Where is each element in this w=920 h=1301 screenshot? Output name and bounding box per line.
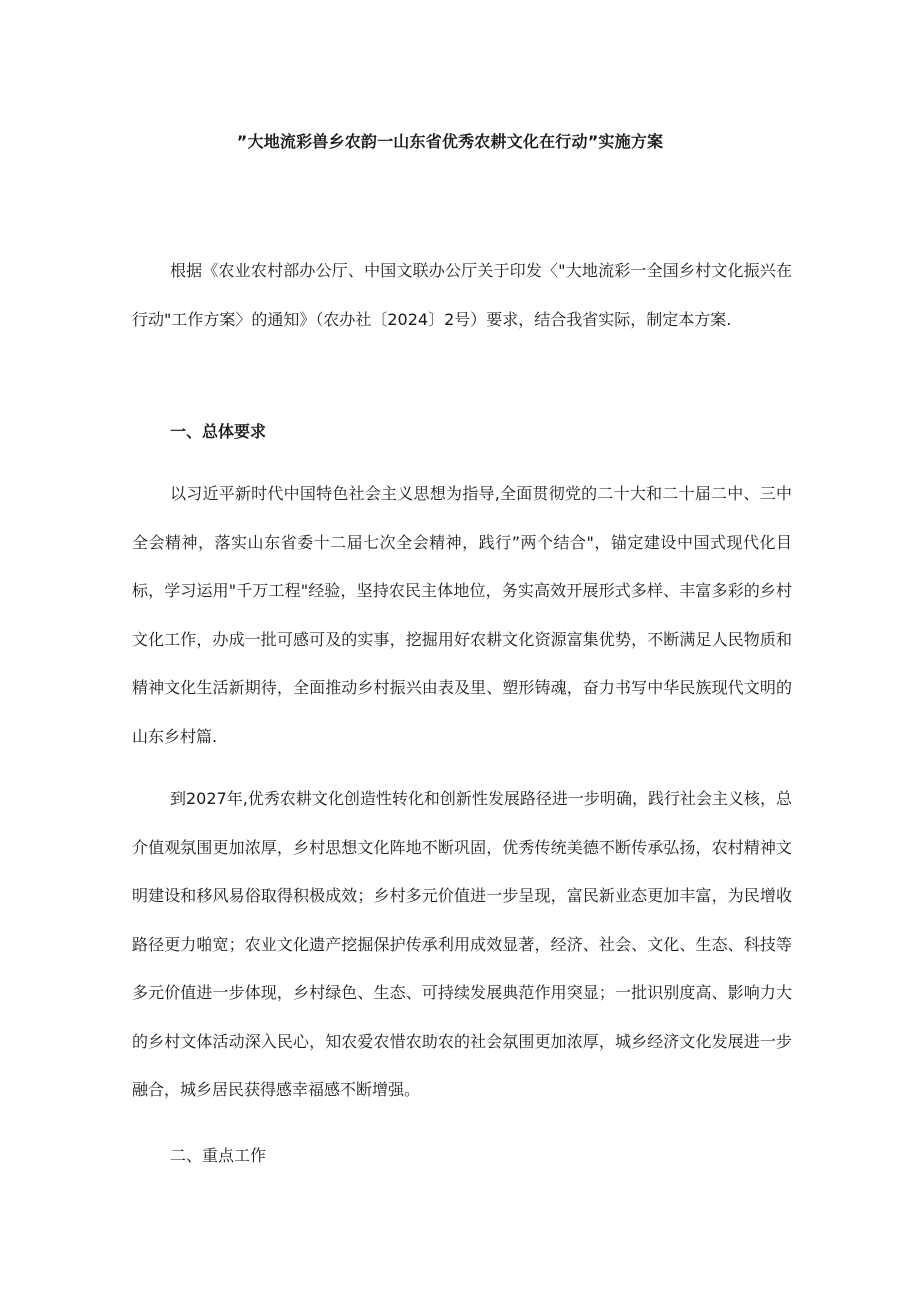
document-title: ”大地流彩兽乡农韵一山东省优秀农耕文化在行动”实施方案 <box>236 132 664 151</box>
section-heading-general-requirements: 一、总体要求 <box>170 422 267 441</box>
guiding-ideology-paragraph: 以习近平新时代中国特色社会主义思想为指导,全面贯彻党的二十大和二十届二中、三中全会精神，落实山东省委十二届七次全会精神，践行”两个结合"，锚定建设中国式现代化目标，学习运用"千万工程"经验，坚持农民主体地位，务实高效开展形式多样、丰富多彩的乡村文化工作，办成一批可感可及的实事，挖掘用好农耕文化资源富集优势，不断满足人民物质和精神文化生活新期待，全面推动乡村振兴由表及里、塑形铸魂，奋力书写中华民族现代文明的山东乡村篇. <box>132 484 792 746</box>
goals-2027-paragraph: 到2027年,优秀农耕文化创造性转化和创新性发展路径进一步明确，践行社会主义核，总介值观氛围更加浓厚，乡村思想文化阵地不断巩固，优秀传统美德不断传承弘扬，农村精神文明建设和移风易俗取得积极成效；乡村多元价值进一步呈现，富民新业态更加丰富，为民增收路径更力啪宽；农业文化遗产挖掘保护传承利用成效显著，经济、社会、文化、生态、科技等多元价值进一步体现，乡村绿色、生态、可持续发展典范作用突显；一批识别度高、影响力大的乡村文体活动深入民心，知农爱农惜农助农的社会氛围更加浓厚，城乡经济文化发展进一步融合，城乡居民获得感幸福感不断增强。 <box>132 789 792 1099</box>
section-heading-key-work: 二、重点工作 <box>170 1146 267 1165</box>
intro-paragraph: 根据《农业农村部办公厅、中国文联办公厅关于印发〈"大地流彩一全国乡村文化振兴在行动"工作方案〉的通知》（农办社〔2024〕2号）要求，结合我省实际，制定本方案. <box>132 261 792 329</box>
